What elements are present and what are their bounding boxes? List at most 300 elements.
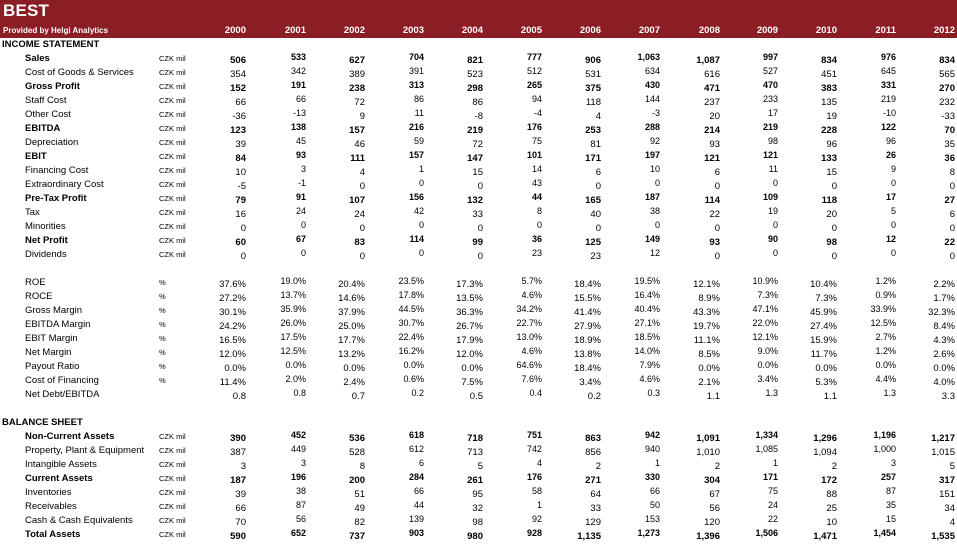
table-cell: 87	[295, 500, 306, 510]
table-cell: 84	[235, 153, 246, 164]
table-cell: 2.6%	[933, 349, 955, 360]
table-cell: 12.5%	[280, 346, 306, 356]
table-cell: 11	[768, 164, 778, 174]
table-cell: 1,334	[755, 430, 778, 440]
table-cell: 506	[230, 55, 246, 66]
table-cell: 4.6%	[521, 346, 542, 356]
table-row-property-plant-equipment	[0, 444, 957, 458]
row-label: Other Cost	[25, 109, 71, 120]
table-row-ebitda	[0, 122, 957, 136]
table-cell: 265	[526, 80, 542, 90]
table-cell: 237	[704, 97, 720, 108]
table-cell: 111	[350, 153, 365, 164]
table-cell: 0	[595, 181, 601, 192]
table-row-non-current-assets	[0, 430, 957, 444]
table-cell: 4	[359, 167, 365, 178]
table-cell: 0.0%	[815, 363, 837, 374]
table-cell: 253	[585, 125, 601, 136]
table-cell: 471	[704, 83, 720, 94]
table-cell: 18.4%	[574, 279, 601, 290]
table-cell: 742	[526, 444, 542, 454]
table-cell: 32.3%	[928, 307, 955, 318]
table-cell: 391	[408, 66, 424, 76]
table-cell: 0	[418, 178, 424, 188]
table-cell: 618	[408, 430, 424, 440]
table-cell: 22	[709, 209, 720, 220]
table-cell: 2	[595, 461, 601, 472]
table-cell: 12	[649, 248, 660, 258]
table-cell: 17.8%	[398, 290, 424, 300]
table-cell: 15	[826, 167, 837, 178]
table-cell: 0	[300, 220, 306, 230]
table-cell: 0	[654, 178, 660, 188]
table-cell: 30.1%	[219, 307, 246, 318]
row-unit: CZK mil	[159, 110, 186, 119]
table-cell: 37.6%	[219, 279, 246, 290]
year-header-2008: 2008	[698, 25, 720, 36]
section-heading	[0, 38, 957, 52]
row-unit: %	[159, 334, 166, 343]
table-cell: 18.4%	[574, 363, 601, 374]
table-cell: 11.4%	[219, 377, 246, 388]
table-cell: 27.9%	[574, 321, 601, 332]
table-cell: 3.3	[941, 391, 955, 402]
table-row-net-debt-ebitda	[0, 388, 957, 402]
table-cell: 90	[767, 234, 778, 244]
table-cell: 96	[826, 139, 837, 150]
table-cell: 0	[595, 223, 601, 234]
table-cell: 27	[944, 195, 955, 206]
row-label: Inventories	[25, 487, 72, 498]
table-cell: 317	[939, 475, 955, 486]
table-cell: -1	[297, 178, 306, 188]
table-cell: 10	[649, 164, 660, 174]
table-cell: 627	[349, 55, 365, 66]
row-label: Dividends	[25, 249, 67, 260]
table-cell: 0	[714, 223, 720, 234]
row-unit: %	[159, 362, 166, 371]
table-row-roe	[0, 276, 957, 290]
table-cell: 0.8	[293, 388, 306, 398]
row-label: Intangible Assets	[25, 459, 97, 470]
table-cell: 0	[714, 181, 720, 192]
row-label: Depreciation	[25, 137, 79, 148]
row-label: Net Debt/EBITDA	[25, 389, 100, 400]
table-cell: -5	[237, 181, 246, 192]
table-cell: 233	[762, 94, 778, 104]
table-row-ebit	[0, 150, 957, 164]
table-cell: 8.5%	[698, 349, 720, 360]
table-cell: 37.9%	[338, 307, 365, 318]
table-cell: 88	[826, 489, 837, 500]
table-cell: 22.4%	[398, 332, 424, 342]
table-cell: 44	[531, 192, 542, 202]
table-cell: 1,273	[637, 528, 660, 538]
table-cell: 704	[408, 52, 424, 62]
table-cell: 751	[526, 430, 542, 440]
table-cell: 196	[290, 472, 306, 482]
table-cell: 856	[585, 447, 601, 458]
table-cell: 34	[944, 503, 955, 514]
table-cell: 15	[472, 167, 483, 178]
table-cell: 41.4%	[574, 307, 601, 318]
financial-table	[0, 38, 957, 542]
table-cell: 1.3	[883, 388, 896, 398]
row-label: Cost of Financing	[25, 375, 99, 386]
table-cell: 2	[714, 461, 720, 472]
table-cell: 834	[939, 55, 955, 66]
table-cell: 0.0%	[757, 360, 778, 370]
table-cell: 2.0%	[285, 374, 306, 384]
table-cell: 942	[644, 430, 660, 440]
row-unit: CZK mil	[159, 68, 186, 77]
table-cell: 863	[585, 433, 601, 444]
table-cell: 1	[418, 164, 424, 174]
table-row-ebitda-margin	[0, 318, 957, 332]
table-cell: 22	[944, 237, 955, 248]
table-cell: 219	[467, 125, 483, 136]
table-cell: 70	[944, 125, 955, 136]
row-unit: CZK mil	[159, 222, 186, 231]
table-cell: 261	[467, 475, 483, 486]
table-cell: 3	[890, 458, 896, 468]
row-unit: CZK mil	[159, 460, 186, 469]
table-cell: 93	[709, 237, 720, 248]
row-unit: CZK mil	[159, 124, 186, 133]
table-cell: 219	[880, 94, 896, 104]
table-cell: 0.0%	[224, 363, 246, 374]
table-cell: 191	[290, 80, 306, 90]
table-cell: 17.5%	[280, 332, 306, 342]
table-cell: 1.3	[765, 388, 778, 398]
row-label: Non-Current Assets	[25, 431, 115, 442]
table-cell: 45	[295, 136, 306, 146]
table-cell: 0.2	[411, 388, 424, 398]
table-cell: 4.3%	[933, 335, 955, 346]
table-cell: 1,396	[696, 531, 720, 542]
table-cell: 67	[295, 234, 306, 244]
table-cell: 16	[235, 209, 246, 220]
table-cell: 56	[295, 514, 306, 524]
table-cell: -36	[232, 111, 246, 122]
table-cell: 26.0%	[280, 318, 306, 328]
year-header-2009: 2009	[756, 25, 778, 36]
table-cell: 313	[408, 80, 424, 90]
table-cell: 0.0%	[285, 360, 306, 370]
table-cell: 9	[359, 111, 365, 122]
table-cell: 19.5%	[634, 276, 660, 286]
table-cell: 13.0%	[516, 332, 542, 342]
table-cell: 523	[467, 69, 483, 80]
table-cell: 27.1%	[634, 318, 660, 328]
table-cell: 34.2%	[516, 304, 542, 314]
table-cell: 81	[590, 139, 601, 150]
row-unit: CZK mil	[159, 54, 186, 63]
table-row-minorities	[0, 220, 957, 234]
table-cell: 11.1%	[693, 335, 720, 346]
table-row-staff-cost	[0, 94, 957, 108]
row-unit: CZK mil	[159, 250, 186, 259]
table-cell: 4.0%	[933, 377, 955, 388]
table-cell: 304	[704, 475, 720, 486]
table-cell: 22.7%	[516, 318, 542, 328]
table-cell: 1.2%	[875, 346, 896, 356]
table-cell: 5	[949, 461, 955, 472]
row-label: Sales	[25, 53, 50, 64]
row-label: EBIT Margin	[25, 333, 78, 344]
table-cell: 5	[477, 461, 483, 472]
table-cell: 72	[472, 139, 483, 150]
table-cell: 14.6%	[338, 293, 365, 304]
table-cell: 133	[821, 153, 837, 164]
table-cell: 7.3%	[815, 293, 837, 304]
table-cell: 4	[949, 517, 955, 528]
table-cell: 157	[408, 150, 424, 160]
table-cell: 1	[654, 458, 660, 468]
table-cell: 527	[762, 66, 778, 76]
table-cell: 4	[536, 458, 542, 468]
table-cell: 66	[235, 503, 246, 514]
table-cell: 120	[704, 517, 720, 528]
table-cell: 197	[644, 150, 660, 160]
table-cell: 0	[949, 251, 955, 262]
table-cell: 8	[536, 206, 542, 216]
table-row-sales	[0, 52, 957, 66]
table-cell: 40	[590, 209, 601, 220]
table-cell: 156	[408, 192, 424, 202]
table-cell: 1.2%	[875, 276, 896, 286]
row-unit: CZK mil	[159, 530, 186, 539]
table-cell: 565	[939, 69, 955, 80]
table-cell: 652	[290, 528, 306, 538]
table-cell: 12	[885, 234, 896, 244]
table-cell: 0	[831, 251, 837, 262]
row-unit: CZK mil	[159, 180, 186, 189]
table-cell: 3.4%	[757, 374, 778, 384]
table-cell: 390	[230, 433, 246, 444]
table-cell: 0.7	[351, 391, 365, 402]
table-row-current-assets	[0, 472, 957, 486]
row-unit: CZK mil	[159, 474, 186, 483]
table-cell: 151	[939, 489, 955, 500]
table-cell: 8	[949, 167, 955, 178]
table-cell: 0.0%	[875, 360, 896, 370]
table-cell: 284	[408, 472, 424, 482]
table-cell: 0	[772, 178, 778, 188]
row-label: Minorities	[25, 221, 66, 232]
table-cell: 17.9%	[456, 335, 483, 346]
row-label: Financing Cost	[25, 165, 89, 176]
table-cell: 1,135	[577, 531, 601, 542]
table-cell: 0.5	[469, 391, 483, 402]
table-cell: 176	[526, 122, 542, 132]
table-cell: 0.6%	[403, 374, 424, 384]
table-cell: 22.0%	[752, 318, 778, 328]
table-cell: 1,217	[931, 433, 955, 444]
table-cell: 23.5%	[398, 276, 424, 286]
table-cell: 24.2%	[219, 321, 246, 332]
table-cell: 1,196	[873, 430, 896, 440]
table-cell: 25	[826, 503, 837, 514]
table-cell: 83	[354, 237, 365, 248]
row-label: Extraordinary Cost	[25, 179, 104, 190]
table-cell: 0.0%	[933, 363, 955, 374]
table-cell: 66	[413, 486, 424, 496]
table-cell: 0.0%	[343, 363, 365, 374]
row-unit: CZK mil	[159, 502, 186, 511]
table-cell: 354	[230, 69, 246, 80]
table-cell: 219	[762, 122, 778, 132]
table-cell: 91	[295, 192, 306, 202]
table-cell: 16.5%	[219, 335, 246, 346]
table-cell: 0	[359, 251, 365, 262]
table-cell: 718	[467, 433, 483, 444]
section-heading-label: INCOME STATEMENT	[2, 39, 100, 50]
table-cell: -10	[882, 108, 896, 118]
table-cell: 39	[235, 489, 246, 500]
table-cell: 271	[585, 475, 601, 486]
table-cell: 536	[349, 433, 365, 444]
table-row-gross-profit	[0, 80, 957, 94]
table-cell: 0	[477, 223, 483, 234]
table-cell: 45.9%	[810, 307, 837, 318]
table-cell: 176	[526, 472, 542, 482]
table-cell: 2.4%	[343, 377, 365, 388]
table-cell: 10.9%	[752, 276, 778, 286]
table-row-roce	[0, 290, 957, 304]
table-cell: 15.5%	[574, 293, 601, 304]
table-row-gross-margin	[0, 304, 957, 318]
year-header-2012: 2012	[933, 25, 955, 36]
table-row-dividends	[0, 248, 957, 262]
table-cell: 187	[230, 475, 246, 486]
table-cell: 24	[295, 206, 306, 216]
row-label: ROCE	[25, 291, 53, 302]
table-cell: 153	[644, 514, 660, 524]
row-label: Gross Margin	[25, 305, 83, 316]
table-cell: 8.9%	[698, 293, 720, 304]
table-cell: 152	[230, 83, 246, 94]
table-cell: 2.1%	[698, 377, 720, 388]
row-label: Cash & Cash Equivalents	[25, 515, 133, 526]
table-cell: 0	[240, 251, 246, 262]
table-cell: 49	[354, 503, 365, 514]
table-cell: 118	[585, 97, 601, 108]
table-cell: 93	[295, 150, 306, 160]
table-cell: 36	[944, 153, 955, 164]
table-cell: 0	[300, 248, 306, 258]
row-unit: CZK mil	[159, 138, 186, 147]
table-cell: 44	[413, 500, 424, 510]
section-heading-label: BALANCE SHEET	[2, 417, 83, 428]
table-cell: 98	[826, 237, 837, 248]
row-label: Net Profit	[25, 235, 68, 246]
table-row-total-assets	[0, 528, 957, 542]
table-row-payout-ratio	[0, 360, 957, 374]
table-cell: 1,454	[873, 528, 896, 538]
table-cell: 59	[413, 136, 424, 146]
table-cell: 36	[531, 234, 542, 244]
table-cell: 928	[526, 528, 542, 538]
table-cell: 92	[531, 514, 542, 524]
table-cell: 16.2%	[398, 346, 424, 356]
table-cell: 1,085	[755, 444, 778, 454]
table-cell: 0	[477, 181, 483, 192]
table-cell: 0	[418, 248, 424, 258]
table-cell: 11.7%	[810, 349, 837, 360]
table-cell: 3	[300, 458, 306, 468]
table-cell: 10	[826, 517, 837, 528]
table-cell: 288	[644, 122, 660, 132]
table-cell: 2.7%	[875, 332, 896, 342]
table-cell: 15.9%	[810, 335, 837, 346]
table-cell: 777	[526, 52, 542, 62]
table-cell: 2.2%	[933, 279, 955, 290]
table-cell: 33.9%	[870, 304, 896, 314]
table-cell: 13.8%	[574, 349, 601, 360]
table-cell: 118	[821, 195, 837, 206]
row-unit: CZK mil	[159, 488, 186, 497]
table-cell: -33	[941, 111, 955, 122]
table-cell: 0.9%	[875, 290, 896, 300]
table-row-net-margin	[0, 346, 957, 360]
table-cell: 9	[890, 164, 896, 174]
table-cell: 0.2	[587, 391, 601, 402]
company-title: BEST	[3, 1, 50, 20]
table-cell: 64	[590, 489, 601, 500]
table-cell: 18.9%	[574, 335, 601, 346]
row-unit: CZK mil	[159, 208, 186, 217]
year-header-2003: 2003	[402, 25, 424, 36]
table-cell: 17	[767, 108, 778, 118]
table-cell: 36.3%	[456, 307, 483, 318]
table-cell: 47.1%	[752, 304, 778, 314]
row-unit: CZK mil	[159, 194, 186, 203]
table-cell: 452	[290, 430, 306, 440]
table-cell: 3.4%	[579, 377, 601, 388]
table-cell: 389	[349, 69, 365, 80]
table-cell: 0	[240, 223, 246, 234]
table-cell: 737	[349, 531, 365, 542]
table-row-depreciation	[0, 136, 957, 150]
table-cell: 92	[649, 136, 660, 146]
table-cell: 135	[821, 97, 837, 108]
table-cell: 14	[531, 164, 542, 174]
table-cell: 13.7%	[280, 290, 306, 300]
table-cell: 98	[767, 136, 778, 146]
table-cell: 20	[826, 209, 837, 220]
table-cell: 67	[709, 489, 720, 500]
table-cell: 149	[644, 234, 660, 244]
table-cell: 33	[590, 503, 601, 514]
table-cell: 11	[414, 108, 424, 118]
table-cell: 157	[349, 125, 365, 136]
row-label: Tax	[25, 207, 40, 218]
table-cell: 0	[654, 220, 660, 230]
table-cell: 44.5%	[398, 304, 424, 314]
table-cell: 1,506	[755, 528, 778, 538]
table-cell: 7.5%	[461, 377, 483, 388]
table-cell: 0	[359, 181, 365, 192]
table-cell: 12.1%	[693, 279, 720, 290]
table-cell: 139	[408, 514, 424, 524]
table-cell: 906	[585, 55, 601, 66]
table-cell: 66	[649, 486, 660, 496]
table-cell: 6	[595, 167, 601, 178]
table-cell: 114	[409, 234, 424, 244]
table-cell: 19	[767, 206, 778, 216]
table-cell: 1,296	[813, 433, 837, 444]
